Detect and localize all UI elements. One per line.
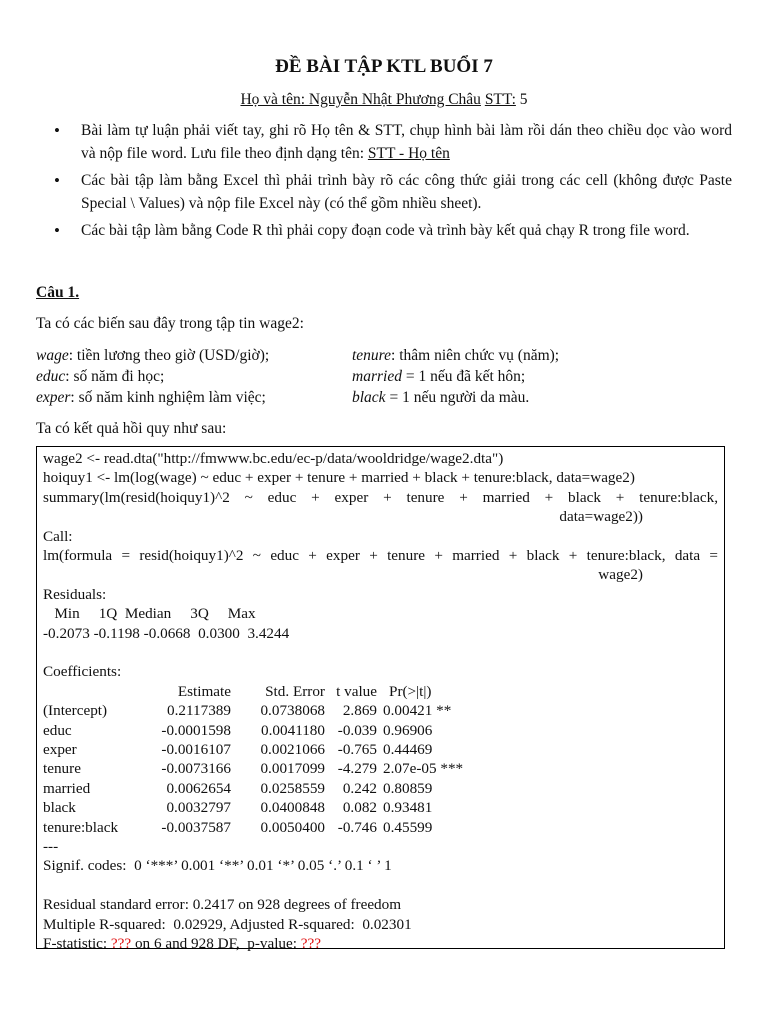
coefficients-table: [43, 682, 463, 837]
code-line: hoiquy1 <- lm(log(wage) ~ educ + exper + tenure + married + black + tenure:black, data=wage2): [43, 469, 635, 487]
f-statistic: F-statistic: ??? on 6 and 928 DF, p-value: ???: [43, 934, 322, 952]
student-info: [0, 91, 768, 109]
signif-codes: Signif. codes: 0 ‘***’ 0.001 ‘**’ 0.01 ‘*’ 0.05 ‘.’ 0.1 ‘ ’ 1: [43, 857, 392, 875]
rule-text: Các bài tập làm bằng Code R thì phải copy đoạn code và trình bày kết quả chạy R trong file word.: [81, 222, 690, 239]
coefficients-label: Coefficients:: [43, 663, 122, 681]
table-row: (Intercept) 0.2117389 0.0738068 2.869 0.00421 **: [43, 702, 452, 720]
call-label: Call:: [43, 527, 73, 545]
var-def: tenure: thâm niên chức vụ (năm);: [352, 347, 560, 364]
r-squared: Multiple R-squared: 0.02929, Adjusted R-squared: 0.02301: [43, 915, 412, 933]
rules-list: [36, 120, 732, 248]
r-output-box: [36, 446, 725, 952]
residuals-header: Min 1Q Median 3Q Max: [43, 605, 256, 623]
table-row: tenure -0.0073166 0.0017099 -4.279 2.07e-05 ***: [43, 760, 464, 778]
rule-text: Bài làm tự luận phải viết tay, ghi rõ Họ tên & STT, chụp hình bài làm rồi dán theo chiều dọc vào word và nộp file word. Lưu file theo định dạng tên:: [81, 122, 732, 162]
var-def: married = 1 nếu đã kết hôn;: [352, 368, 526, 385]
code-line: summary(lm(resid(hoiquy1)^2 ~ educ + exper + tenure + married + black + tenure:black,: [43, 488, 718, 506]
table-row: tenure:black -0.0037587 0.0050400 -0.746 0.45599: [43, 818, 433, 836]
var-def: wage: tiền lương theo giờ (USD/giờ);: [36, 347, 270, 364]
code-line: data=wage2)): [559, 508, 643, 526]
document-title: ĐỀ BÀI TẬP KTL BUỔI 7: [275, 56, 493, 77]
var-def: educ: số năm đi học;: [36, 368, 165, 385]
rule-item: [36, 170, 732, 215]
stt-value: 5: [519, 91, 528, 108]
rule-text: Các bài tập làm bằng Excel thì phải trình bày rõ các công thức giải trong các cell (không được Paste Special \ Values) và nộp file Excel này (có thể gồm nhiều sheet).: [81, 172, 732, 212]
column-header: Estimate: [177, 682, 231, 700]
call-line: lm(formula = resid(hoiquy1)^2 ~ educ + exper + tenure + married + black + tenure:black, data =: [43, 546, 718, 564]
var-def: exper: số năm kinh nghiệm làm việc;: [36, 389, 266, 406]
residuals-label: Residuals:: [43, 585, 107, 603]
rule-item: [36, 120, 732, 165]
table-row: married 0.0062654 0.0258559 0.242 0.80859: [43, 779, 433, 797]
var-def: black = 1 nếu người da màu.: [352, 389, 530, 406]
stt-label: STT:: [484, 91, 516, 108]
column-header: t value: [336, 682, 377, 700]
call-line: wage2): [598, 566, 643, 584]
column-header: Pr(>|t|): [389, 682, 432, 700]
regression-intro: Ta có kết quả hồi quy như sau:: [36, 420, 227, 437]
rule-item: [36, 220, 732, 243]
question-heading: Câu 1.: [36, 284, 80, 301]
table-row: educ -0.0001598 0.0041180 -0.039 0.96906: [43, 721, 433, 739]
student-name: Họ và tên: Nguyễn Nhật Phương Châu: [240, 91, 481, 108]
variable-definitions: [36, 345, 736, 408]
f-stat-missing: ???: [110, 934, 132, 952]
question-intro: Ta có các biến sau đây trong tập tin wage2:: [36, 315, 304, 332]
table-header-row: [43, 682, 463, 701]
table-row: exper -0.0016107 0.0021066 -0.765 0.44469: [43, 740, 433, 758]
separator-dashes: ---: [43, 837, 59, 855]
rule-file-format: STT - Họ tên: [367, 144, 450, 162]
p-value-missing: ???: [300, 934, 322, 952]
residual-std-error: Residual standard error: 0.2417 on 928 degrees of freedom: [43, 896, 402, 914]
code-line: wage2 <- read.dta("http://fmwww.bc.edu/ec-p/data/wooldridge/wage2.dta"): [43, 450, 504, 467]
column-header: Std. Error: [265, 682, 325, 700]
table-row: black 0.0032797 0.0400848 0.082 0.93481: [43, 799, 433, 817]
residuals-values: -0.2073 -0.1198 -0.0668 0.0300 3.4244: [43, 624, 290, 642]
